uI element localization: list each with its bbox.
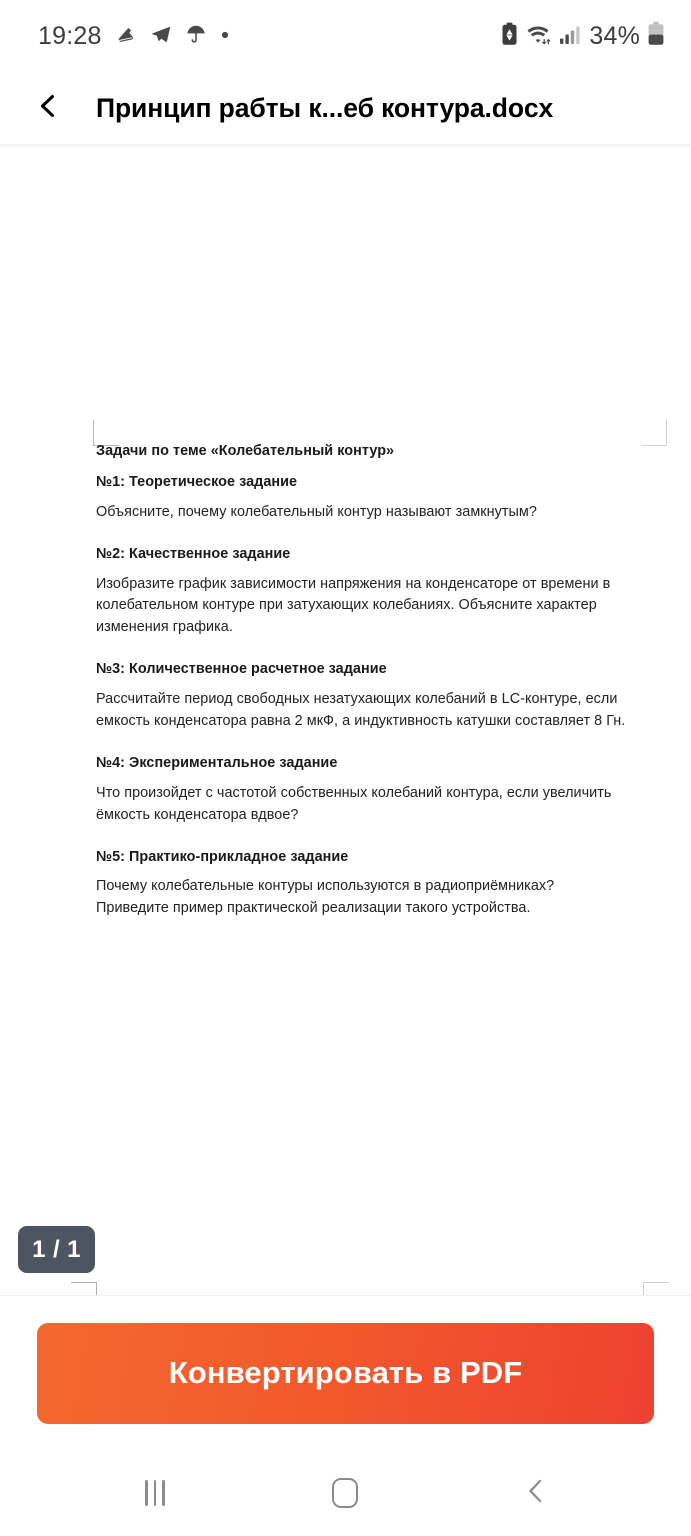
crop-mark-bottom-left [71, 1282, 97, 1295]
document-title: Задачи по теме «Колебательный контур» [96, 443, 395, 459]
nav-recents-button[interactable] [117, 1455, 193, 1531]
document-page [0, 148, 691, 1288]
battery-saver-icon [501, 22, 518, 51]
crop-mark-bottom-right [643, 1282, 669, 1295]
home-icon [332, 1478, 358, 1508]
nav-back-button[interactable] [498, 1455, 574, 1531]
document-content [96, 441, 628, 920]
cellular-signal-icon [559, 22, 582, 51]
section-body-4: Что произойдет с частотой собственных колебаний контура, если увеличить ёмкость конденсатора вдвое? [96, 784, 612, 823]
back-chevron-icon [522, 1477, 550, 1510]
app-header [0, 72, 691, 144]
section-heading-2: №2: Качественное задание [96, 545, 291, 562]
document-viewer[interactable] [0, 148, 691, 1295]
chevron-left-icon [33, 91, 63, 126]
crop-mark-top-right [641, 420, 667, 446]
telegram-icon [150, 23, 172, 50]
page-indicator-badge: 1 / 1 [18, 1226, 95, 1273]
page-title: Принцип рабты к...еб контура.docx [96, 92, 554, 123]
system-navigation-bar [0, 1450, 691, 1536]
cta-container [0, 1295, 691, 1450]
status-bar-left [38, 22, 230, 51]
section-heading-4: №4: Экспериментальное задание [96, 754, 338, 771]
battery-percentage: 34% [589, 21, 640, 50]
umbrella-icon [185, 23, 207, 50]
wifi-icon [525, 22, 552, 51]
section-body-1: Объясните, почему колебательный контур называют замкнутым? [96, 503, 537, 520]
battery-icon [647, 21, 665, 51]
boot-icon [115, 23, 137, 50]
section-heading-3: №3: Количественное расчетное задание [96, 661, 387, 678]
status-bar-right [501, 21, 665, 51]
section-body-3: Рассчитайте период свободных незатухающих колебаний в LC-контуре, если емкость конденсатора равна 2 мкФ, а индуктивность катушки составляет 8 Гн. [96, 691, 626, 729]
dot-icon [220, 27, 230, 45]
nav-home-button[interactable] [307, 1455, 383, 1531]
section-heading-5: №5: Практико-прикладное задание [96, 848, 349, 865]
section-heading-1: №1: Теоретическое задание [96, 473, 298, 490]
status-bar [0, 0, 691, 72]
header-back-button[interactable] [26, 86, 70, 130]
recents-icon [145, 1480, 165, 1506]
convert-to-pdf-button[interactable]: Конвертировать в PDF [37, 1323, 654, 1424]
status-time: 19:28 [38, 21, 102, 50]
section-body-2: Изобразите график зависимости напряжения на конденсаторе от времени в колебательном контуре при затухающих колебаниях. Объясните характер изменения графика. [96, 575, 611, 636]
section-body-5: Почему колебательные контуры используются в радиоприёмниках? Приведите пример практической реализации такого устройства. [96, 878, 555, 917]
